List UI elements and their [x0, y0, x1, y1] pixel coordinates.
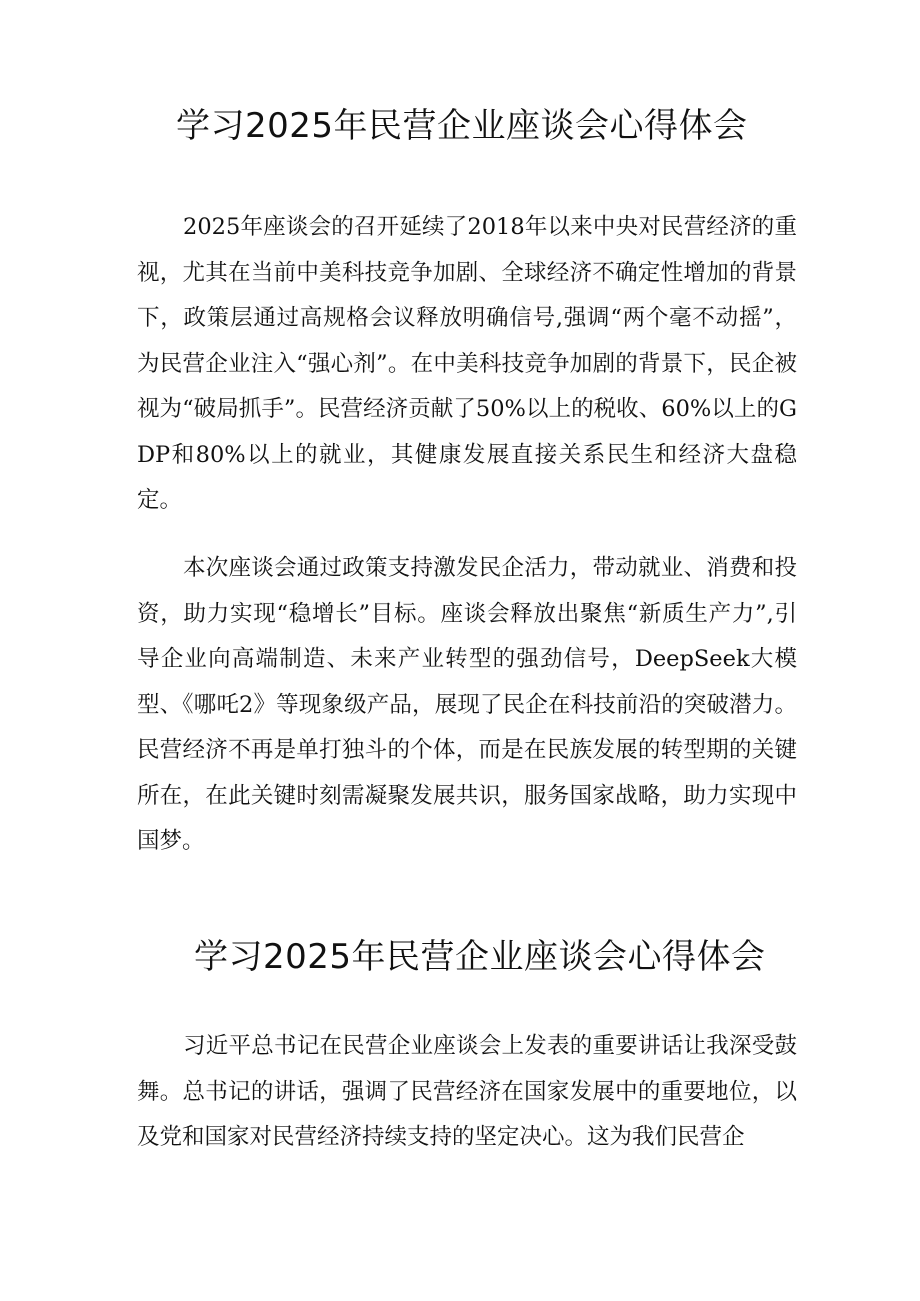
section-1-paragraph-2: 本次座谈会通过政策支持激发民企活力，带动就业、消费和投资，助力实现“稳增长”目标。座谈会释放出聚焦“新质生产力”,引导企业向高端制造、未来产业转型的强劲信号，DeepSeek大模型、《哪吒2》等现象级产品，展现了民企在科技前沿的突破潜力。民营经济不再是单打独斗的个体，而是在民族发展的转型期的关键所在，在此关键时刻需凝聚发展共识，服务国家战略，助力实现中国梦。: [137, 555, 797, 854]
section-2-title: 学习2025年民营企业座谈会心得体会: [194, 937, 766, 977]
section-2-paragraph-1: 习近平总书记在民营企业座谈会上发表的重要讲话让我深受鼓舞。总书记的讲话，强调了民营经济在国家发展中的重要地位，以及党和国家对民营经济持续支持的坚定决心。这为我们民营企: [137, 1033, 797, 1150]
section-1-paragraph-1: 2025年座谈会的召开延续了2018年以来中央对民营经济的重视，尤其在当前中美科技竞争加剧、全球经济不确定性增加的背景下，政策层通过高规格会议释放明确信号,强调“两个毫不动摇”，为民营企业注入“强心剂”。在中美科技竞争加剧的背景下，民企被视为“破局抓手”。民营经济贡献了50%以上的税收、60%以上的GDP和80%以上的就业，其健康发展直接关系民生和经济大盘稳定。: [137, 214, 797, 513]
section-1-title: 学习2025年民营企业座谈会心得体会: [176, 106, 748, 146]
